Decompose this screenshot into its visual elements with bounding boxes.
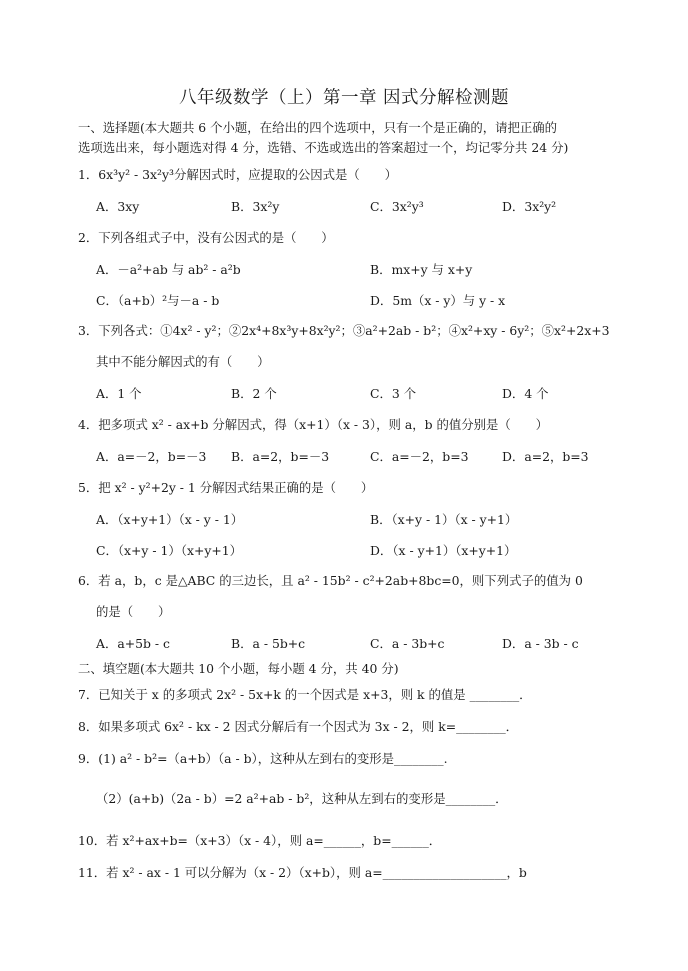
question-3-option-b: B．2 个 — [231, 386, 277, 401]
question-2-option-d: D．5m（x - y）与 y - x — [370, 293, 506, 308]
question-5-option-d: D．（x - y+1）（x+y+1） — [370, 543, 517, 558]
question-5-option-a: A．（x+y+1）（x - y - 1） — [96, 512, 244, 527]
section1-heading-line1: 一、选择题(本大题共 6 个小题，在给出的四个选项中，只有一个是正确的，请把正确的 — [78, 120, 558, 135]
question-3-stem: 3．下列各式：①4x² - y²；②2x⁴+8x³y+8x²y²；③a²+2ab - b²；④x²+xy - 6y²；⑤x²+2x+3 — [78, 323, 610, 338]
question-9-part-2: （2）(a+b)（2a - b）=2 a²+ab - b²，这种从左到右的变形是________． — [96, 791, 508, 806]
question-9-part-1: 9．(1) a² - b²=（a+b）（a - b），这种从左到右的变形是________. — [78, 751, 448, 766]
question-6-option-c: C．a - 3b+c — [370, 636, 445, 651]
question-6-option-a: A．a+5b - c — [96, 636, 170, 651]
question-4-option-c: C．a=－2，b=3 — [370, 449, 469, 464]
question-4-option-d: D．a=2，b=3 — [502, 449, 589, 464]
question-2-stem: 2．下列各组式子中，没有公因式的是（ ） — [78, 230, 334, 245]
question-3-option-a: A．1 个 — [96, 386, 142, 401]
page-title: 八年级数学（上）第一章 因式分解检测题 — [178, 88, 510, 108]
question-4-option-b: B．a=2，b=－3 — [231, 449, 330, 464]
question-3-option-d: D．4 个 — [502, 386, 549, 401]
question-2-option-b: B．mx+y 与 x+y — [370, 262, 473, 277]
question-6-option-b: B．a - 5b+c — [231, 636, 306, 651]
question-6-stem-continued: 的是（ ） — [96, 604, 171, 619]
question-5-stem: 5．把 x² - y²+2y - 1 分解因式结果正确的是（ ） — [78, 480, 374, 495]
question-1-option-a: A．3xy — [96, 199, 140, 214]
question-3-option-c: C．3 个 — [370, 386, 417, 401]
question-6-stem: 6．若 a，b，c 是△ABC 的三边长，且 a² - 15b² - c²+2ab+8bc=0，则下列式子的值为 0 — [78, 573, 583, 588]
question-10: 10．若 x²+ax+b=（x+3）（x - 4），则 a=______，b=______． — [78, 833, 442, 848]
section1-heading-line2: 选项选出来，每小题选对得 4 分，选错、不选或选出的答案超过一个，均记零分共 24 分) — [78, 140, 569, 155]
section2-heading: 二、填空题(本大题共 10 个小题，每小题 4 分，共 40 分) — [78, 661, 399, 676]
question-1-stem: 1．6x³y² - 3x²y³分解因式时，应提取的公因式是（ ） — [78, 167, 397, 182]
question-2-option-c: C．（a+b）²与－a - b — [96, 293, 220, 308]
question-8: 8．如果多项式 6x² - kx - 2 因式分解后有一个因式为 3x - 2，则 k=________． — [78, 719, 519, 734]
question-5-option-c: C．（x+y - 1）（x+y+1） — [96, 543, 242, 558]
question-1-option-c: C．3x²y³ — [370, 199, 424, 214]
question-4-stem: 4．把多项式 x² - ax+b 分解因式，得（x+1）（x - 3），则 a，b 的值分别是（ ） — [78, 417, 548, 432]
question-2-option-a: A．－a²+ab 与 ab² - a²b — [96, 262, 241, 277]
question-1-option-b: B．3x²y — [231, 199, 280, 214]
question-7: 7．已知关于 x 的多项式 2x² - 5x+k 的一个因式是 x+3，则 k 的值是 ________． — [78, 687, 532, 702]
question-1-option-d: D．3x²y² — [502, 199, 557, 214]
question-11: 11．若 x² - ax - 1 可以分解为（x - 2）（x+b），则 a=____________________，b — [78, 865, 527, 880]
question-3-stem-continued: 其中不能分解因式的有（ ） — [96, 354, 270, 369]
question-5-option-b: B．（x+y - 1）（x - y+1） — [370, 512, 518, 527]
question-4-option-a: A．a=－2，b=－3 — [96, 449, 207, 464]
question-6-option-d: D．a - 3b - c — [502, 636, 579, 651]
